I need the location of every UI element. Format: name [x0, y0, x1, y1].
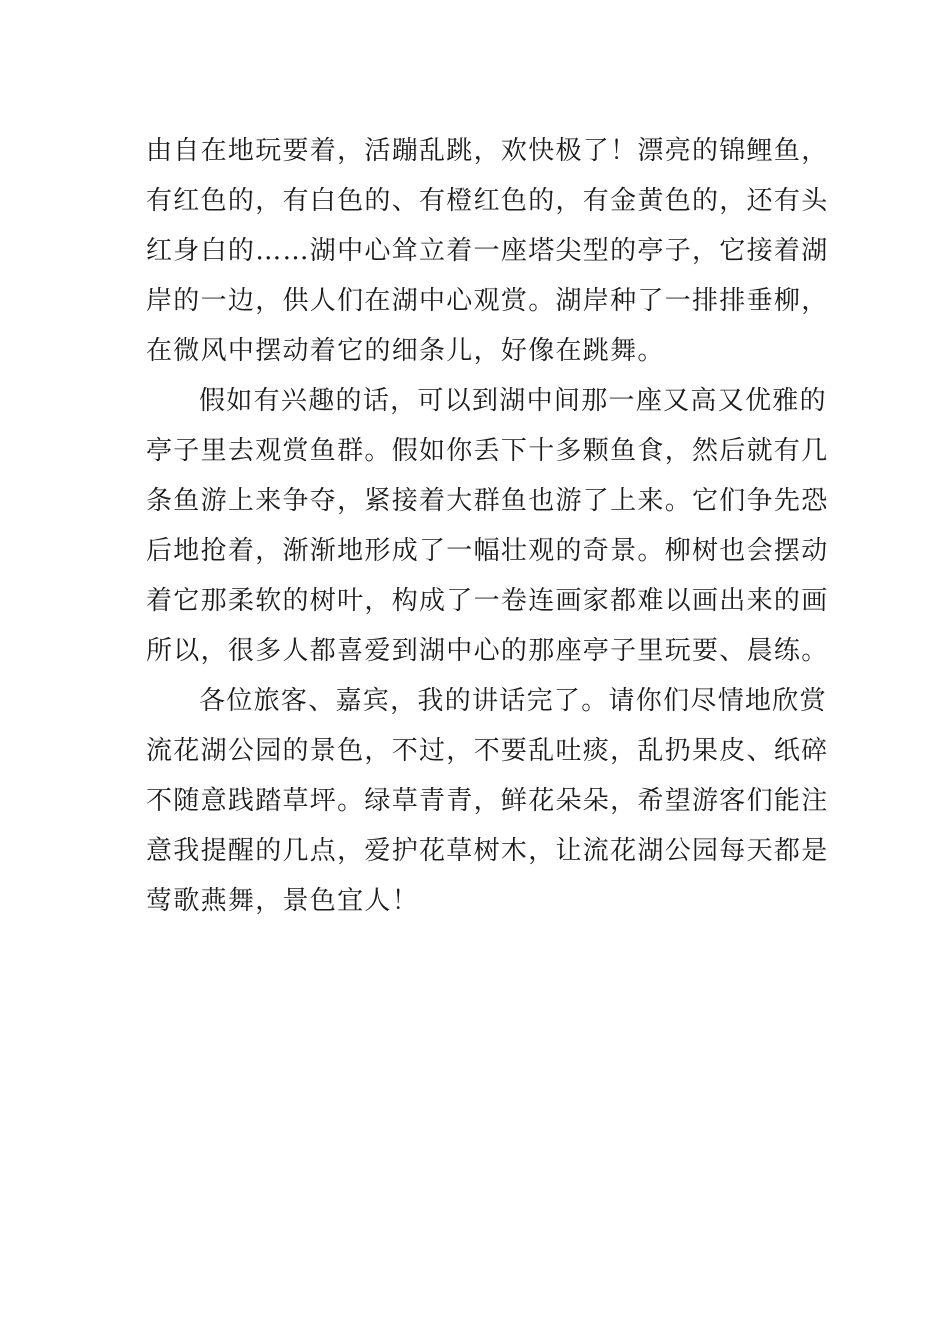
text-line: 亭子里去观赏鱼群。假如你丢下十多颗鱼食，然后就有几 — [146, 436, 829, 466]
document-body — [146, 126, 829, 926]
paragraph-2 — [146, 376, 829, 676]
text-line: 莺歌燕舞，景色宜人！ — [146, 886, 420, 916]
text-line: 后地抢着，渐渐地形成了一幅壮观的奇景。柳树也会摆动 — [146, 536, 829, 566]
text-line: 条鱼游上来争夺，紧接着大群鱼也游了上来。它们争先恐 — [146, 486, 829, 516]
text-line: 在微风中摆动着它的细条儿，好像在跳舞。 — [146, 336, 665, 366]
paragraph-3 — [146, 676, 829, 926]
text-line: 红身白的……湖中心耸立着一座塔尖型的亭子，它接着湖 — [146, 236, 829, 266]
text-line: 流花湖公园的景色，不过，不要乱吐痰，乱扔果皮、纸碎 — [146, 736, 829, 766]
text-line: 各位旅客、嘉宾，我的讲话完了。请你们尽情地欣赏 — [199, 686, 827, 716]
text-line: 岸的一边，供人们在湖中心观赏。湖岸种了一排排垂柳， — [146, 286, 829, 316]
text-line: 由自在地玩要着，活蹦乱跳，欢快极了！漂亮的锦鲤鱼， — [146, 136, 829, 166]
paragraph-1 — [146, 126, 829, 376]
text-line: 有红色的，有白色的、有橙红色的，有金黄色的，还有头 — [146, 186, 829, 216]
text-line: 不随意践踏草坪。绿草青青，鲜花朵朵，希望游客们能注 — [146, 786, 829, 816]
text-line: 所以，很多人都喜爱到湖中心的那座亭子里玩要、晨练。 — [146, 636, 829, 666]
text-line: 假如有兴趣的话，可以到湖中间那一座又高又优雅的 — [199, 386, 827, 416]
text-line: 着它那柔软的树叶，构成了一卷连画家都难以画出来的画 — [146, 586, 829, 616]
text-line: 意我提醒的几点，爱护花草树木，让流花湖公园每天都是 — [146, 836, 829, 866]
